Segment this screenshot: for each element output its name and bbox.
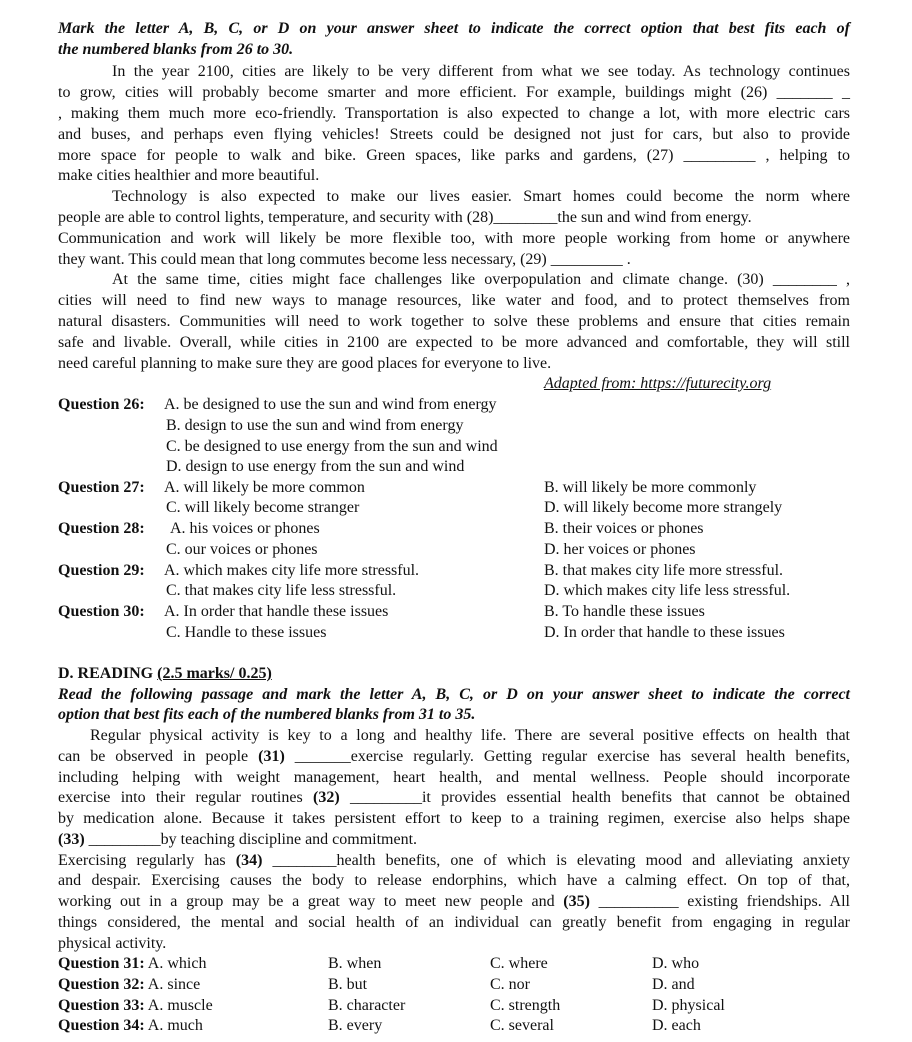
question-label: Question 27: xyxy=(58,479,145,496)
option-c: C. Handle to these issues xyxy=(166,624,327,641)
instruction-line: option that best fits each of the numbered blanks from 31 to 35. xyxy=(58,706,476,723)
option-b: B. when xyxy=(328,955,382,972)
option-b: B. To handle these issues xyxy=(544,603,705,620)
option-a: A. will likely be more common xyxy=(164,479,365,496)
passage-line: cities will need to find new ways to manage resources, like water and food, and to protect themselves from xyxy=(58,292,850,309)
option-a: A. be designed to use the sun and wind from energy xyxy=(164,396,497,413)
option-c: C. where xyxy=(490,955,548,972)
option-b: B. character xyxy=(328,997,406,1014)
passage-line: they want. This could mean that long commutes become less necessary, (29) _________ . xyxy=(58,251,631,268)
option-d: D. each xyxy=(652,1017,701,1034)
option-a: A. much xyxy=(144,1017,203,1034)
option-a: A. muscle xyxy=(144,997,213,1014)
question-label: Question 26: xyxy=(58,396,145,413)
instruction-line: Read the following passage and mark the letter A, B, C, or D on your answer sheet to indicate the correct xyxy=(58,686,850,703)
passage-line xyxy=(58,747,850,767)
option-d: D. design to use energy from the sun and wind xyxy=(166,458,465,475)
passage-line: and despair. Exercising causes the body to release endorphins, which have a calming effect. On top of that, xyxy=(58,872,850,889)
option-c: C. will likely become stranger xyxy=(166,499,360,516)
question-label: Question 30: xyxy=(58,603,145,620)
blank-number: (31) xyxy=(258,748,285,765)
option-d: D. which makes city life less stressful. xyxy=(544,582,791,599)
option-a: A. which makes city life more stressful. xyxy=(164,562,420,579)
option-a: A. since xyxy=(144,976,201,993)
option-c: C. that makes city life less stressful. xyxy=(166,582,397,599)
passage-line: At the same time, cities might face challenges like overpopulation and climate change. (30) ________ , xyxy=(112,271,850,288)
question-row xyxy=(58,1016,203,1036)
passage-text: working out in a group may be a great way to meet new people and xyxy=(58,893,564,910)
option-d: D. physical xyxy=(652,997,725,1014)
passage-line: Regular physical activity is key to a long and healthy life. There are several positive effects on health that xyxy=(90,727,850,744)
instruction-line: the numbered blanks from 26 to 30. xyxy=(58,41,294,58)
passage-text: __________ existing friendships. All xyxy=(589,893,850,910)
question-label: Question 34: xyxy=(58,1017,145,1034)
passage-text: _________it provides essential health benefits that cannot be obtained xyxy=(339,789,851,806)
passage-line: Technology is also expected to make our lives easier. Smart homes could become the norm where xyxy=(112,188,850,205)
passage-line: by medication alone. Because it takes persistent effort to keep to a training regimen, exercise also helps shape xyxy=(58,810,850,827)
passage-line: In the year 2100, cities are likely to be very different from what we see today. As technology continues xyxy=(112,63,850,80)
option-b: B. design to use the sun and wind from energy xyxy=(166,417,464,434)
option-b: B. but xyxy=(328,976,368,993)
passage-line: make cities healthier and more beautiful. xyxy=(58,167,320,184)
passage-line: , making them much more eco-friendly. Transportation is also expected to change a lot, with more electric cars xyxy=(58,105,850,122)
blank-number: (34) xyxy=(235,852,263,869)
option-a: A. which xyxy=(144,955,207,972)
option-b: B. their voices or phones xyxy=(544,520,704,537)
question-row xyxy=(58,954,206,974)
option-c: C. be designed to use energy from the sun and wind xyxy=(166,438,498,455)
blank-number: (33) xyxy=(58,831,85,848)
option-c: C. strength xyxy=(490,997,561,1014)
section-heading xyxy=(58,664,272,684)
passage-line xyxy=(58,788,850,808)
question-label: Question 29: xyxy=(58,562,145,579)
passage-line: natural disasters. Communities will need to work together to solve these problems and ensure that cities remain xyxy=(58,313,850,330)
passage-line: including helping with weight management, heart health, and mental wellness. People should incorporate xyxy=(58,769,850,786)
passage-text: exercise into their regular routines xyxy=(58,789,313,806)
question-label: Question 28: xyxy=(58,520,145,537)
option-d: D. and xyxy=(652,976,695,993)
passage-text: Exercising regularly has xyxy=(58,852,236,869)
option-c: C. several xyxy=(490,1017,554,1034)
option-d: D. In order that handle to these issues xyxy=(544,624,785,641)
passage-line: Communication and work will likely be more flexible too, with more people working from home or anywhere xyxy=(58,230,850,247)
passage-line: safe and livable. Overall, while cities in 2100 are expected to be more advanced and comfortable, they will still xyxy=(58,334,850,351)
question-label: Question 33: xyxy=(58,997,145,1014)
option-d: D. will likely become more strangely xyxy=(544,499,783,516)
passage-text: _______exercise regularly. Getting regular exercise has several health benefits, xyxy=(284,748,850,765)
blank-number: (35) xyxy=(563,893,590,910)
passage-line: and buses, and perhaps even flying vehicles! Streets could be designed not just for cars, but also to provide xyxy=(58,126,850,143)
option-b: B. will likely be more commonly xyxy=(544,479,757,496)
question-row xyxy=(58,996,213,1016)
instruction-line: Mark the letter A, B, C, or D on your answer sheet to indicate the correct option that best fits each of xyxy=(58,20,850,37)
passage-line: more space for people to walk and bike. Green spaces, like parks and gardens, (27) _________ , helping to xyxy=(58,147,850,164)
passage-line: people are able to control lights, temperature, and security with (28)________the sun and wind from energy. xyxy=(58,209,752,226)
passage-line xyxy=(58,830,417,850)
question-row xyxy=(58,975,200,995)
passage-line xyxy=(58,851,850,871)
passage-text: ________health benefits, one of which is elevating mood and alleviating anxiety xyxy=(262,852,850,869)
blank-number: (32) xyxy=(312,789,340,806)
option-a: A. In order that handle these issues xyxy=(164,603,389,620)
question-label: Question 31: xyxy=(58,955,145,972)
option-c: C. nor xyxy=(490,976,530,993)
section-marks: (2.5 marks/ 0.25) xyxy=(157,665,272,682)
option-d: D. who xyxy=(652,955,700,972)
passage-line xyxy=(58,892,850,912)
passage-line: need careful planning to make sure they are good places for everyone to live. xyxy=(58,355,552,372)
passage-text: can be observed in people xyxy=(58,748,259,765)
option-c: C. our voices or phones xyxy=(166,541,318,558)
passage-line: to grow, cities will probably become smarter and more efficient. For example, buildings might (26) _______ _ xyxy=(58,84,850,101)
option-a: A. his voices or phones xyxy=(170,520,320,537)
option-d: D. her voices or phones xyxy=(544,541,696,558)
section-title: D. READING xyxy=(58,665,158,682)
passage-text: _________by teaching discipline and commitment. xyxy=(84,831,418,848)
question-label: Question 32: xyxy=(58,976,145,993)
source-citation: Adapted from: https://futurecity.org xyxy=(544,375,772,392)
passage-line: physical activity. xyxy=(58,935,167,952)
option-b: B. that makes city life more stressful. xyxy=(544,562,784,579)
option-b: B. every xyxy=(328,1017,383,1034)
passage-line: things considered, the mental and social health of an individual can greatly benefit from engaging in regular xyxy=(58,914,850,931)
